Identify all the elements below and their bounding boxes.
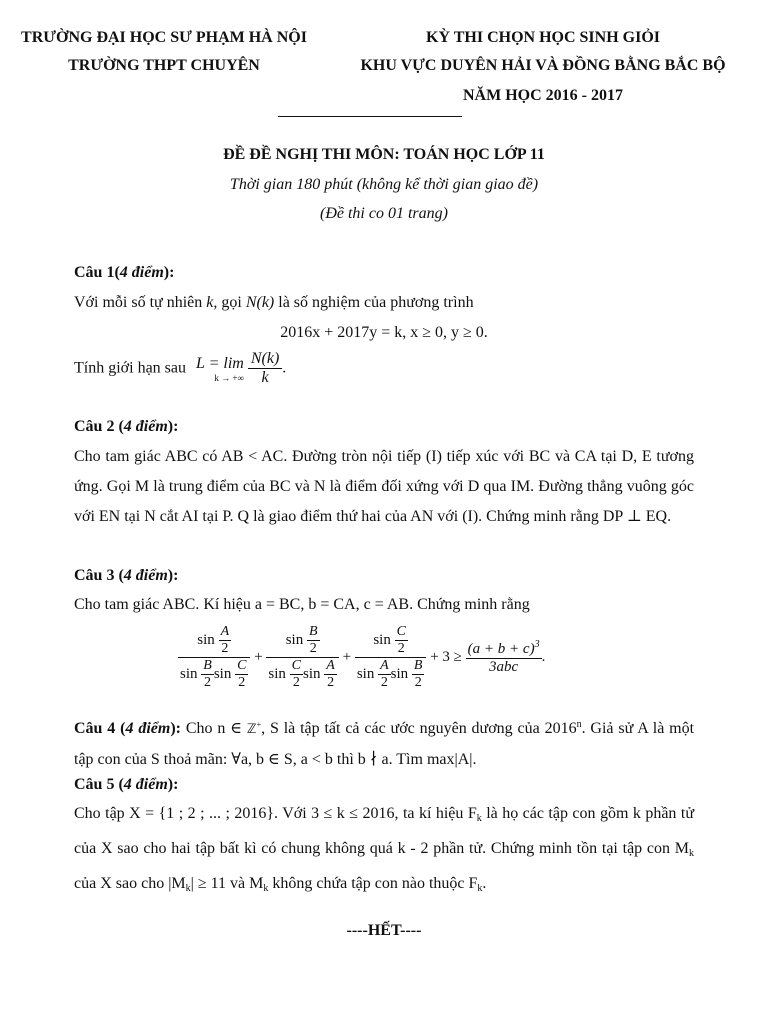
q4-text-c: . Giả sử A là một tập con của S thoả mãn: ∀a, b ∈ S, a < b thì b ∤ a. Tìm max|A|. (74, 720, 695, 768)
q5-text-f: . (482, 875, 487, 892)
q5-sub-k-3: k (185, 883, 191, 894)
header-divider (278, 116, 462, 117)
school-name: TRƯỜNG ĐẠI HỌC SƯ PHẠM HÀ NỘI (21, 29, 307, 46)
q1-limit-fraction (248, 350, 282, 387)
q4-label: Câu 4 ( (74, 720, 126, 737)
q4-text (74, 710, 694, 775)
q1-label-close: ): (163, 264, 175, 281)
q5-label: Câu 5 ( (74, 776, 124, 793)
q3-heading (74, 561, 694, 591)
q1-limit-operator (196, 355, 244, 383)
q1-equation: 2016x + 2017y = k, x ≥ 0, y ≥ 0. (280, 324, 488, 341)
q3-rhs-numerator: (a + b + c) (467, 641, 535, 657)
q4-text-b: , S là tập tất cả các ước nguyên dương của 2016 (261, 720, 577, 737)
q2-heading (74, 412, 694, 442)
q1-var-k: k (206, 294, 214, 311)
q4-label-close: ): (170, 720, 181, 737)
school-year: NĂM HỌC 2016 - 2017 (463, 87, 623, 104)
q5-label-close: ): (167, 776, 179, 793)
q3-rhs-exponent: 3 (534, 639, 540, 650)
q1-text (74, 288, 694, 318)
q3-text: Cho tam giác ABC. Kí hiệu a = BC, b = CA, c = AB. Chứng minh rằng (74, 596, 530, 613)
q1-limit-line (74, 350, 286, 396)
q5-text-b: là họ các tập con gồm k phần tử của X sao cho hai tập bất kì có chung không quá k - 2 phần tử. Chứng minh tồn tại tập con M (74, 805, 694, 857)
q3-rhs-denominator: 3abc (466, 658, 542, 676)
q5-sub-k-2: k (689, 848, 694, 859)
q1-limit-L: L = lim (196, 354, 244, 372)
q4-text-a: Cho n ∈ (185, 720, 247, 737)
q1-limit-end: . (282, 359, 287, 377)
q4-z-plus: + (256, 720, 262, 729)
q3-label-close: ): (167, 567, 179, 584)
q5-heading (74, 770, 694, 800)
q5-sub-k-4: k (263, 883, 269, 894)
exam-name: KỲ THI CHỌN HỌC SINH GIỎI (426, 29, 660, 46)
school-subname: TRƯỜNG THPT CHUYÊN (68, 57, 260, 74)
q3-label: Câu 3 ( (74, 567, 124, 584)
q5-text-d: | ≥ 11 và M (190, 875, 264, 892)
q5-text (74, 799, 694, 904)
q1-var-nk: N(k) (245, 294, 275, 311)
q5-text-a: Cho tập X = {1 ; 2 ; ... ; 2016}. Với 3 ≤ k ≤ 2016, ta kí hiệu F (74, 805, 477, 822)
q4-points: 4 điểm (125, 720, 171, 737)
q1-limit-prefix: Tính giới hạn sau (74, 359, 186, 377)
exam-duration: Thời gian 180 phút (không kể thời gian giao đề) (229, 176, 539, 193)
q1-heading (74, 258, 694, 288)
q2-label-close: ): (167, 418, 179, 435)
q5-text-c: của X sao cho |M (74, 875, 186, 892)
q1-limit-under: k → +∞ (214, 372, 244, 383)
q3-inequality: sin $\frac{A}{2}$ sin $\frac{B}{2}$ sin $\frac{C}{2}$ + sin $\frac{B}{2}$ sin $\frac{C}{2}$ sin $\frac{A}{2}$ + sin $\frac{C}{2}$ sin $\frac{A}{2}$ sin $\frac{B}{2}$ + 3 ≥ $(a + b + c)^3$ 3abc . (180, 624, 546, 690)
q3-plus-three: + 3 ≥ (430, 649, 462, 665)
q3-term-b: sin $\frac{B}{2}$ sin $\frac{C}{2}$ sin $\frac{A}{2}$ (266, 624, 338, 691)
q5-points: 4 điểm (123, 776, 168, 793)
q2-text: Cho tam giác ABC có AB < AC. Đường tròn nội tiếp (I) tiếp xúc với BC và CA tại D, E tương ứng. Gọi M là trung điểm của BC và N là điểm đối xứng với D qua IM. Đường thẳng vuông góc với EN tại N cắt AI tại P. Q là giao điểm thứ hai của AN với (I). Chứng minh rằng DP ⊥ EQ. (74, 448, 694, 525)
exam-page-count: (Đề thi co 01 trang) (320, 205, 448, 222)
exam-region: KHU VỰC DUYÊN HẢI VÀ ĐỒNG BẰNG BẮC BỘ (360, 57, 726, 74)
exam-title: ĐỀ ĐỀ NGHỊ THI MÔN: TOÁN HỌC LỚP 11 (223, 146, 545, 163)
q1-text-c: là số nghiệm của phương trình (274, 294, 474, 311)
q2-label: Câu 2 ( (74, 418, 124, 435)
q5-sub-k-1: k (476, 813, 482, 824)
q3-term-c: sin $\frac{C}{2}$ sin $\frac{A}{2}$ sin $\frac{B}{2}$ (355, 624, 427, 691)
q1-label: Câu 1( (74, 264, 120, 281)
q1-points: 4 điểm (119, 264, 164, 281)
q3-rhs-fraction (466, 639, 542, 676)
q4-z-symbol: ℤ (246, 722, 257, 737)
q2-points: 4 điểm (123, 418, 168, 435)
end-marker: ----HẾT---- (346, 922, 422, 939)
q5-text-e: không chứa tập con nào thuộc F (268, 875, 478, 892)
q1-text-b: , gọi (213, 294, 246, 311)
q1-text-a: Với mỗi số tự nhiên (74, 294, 207, 311)
q1-limit-numerator: N(k) (250, 350, 280, 367)
q1-limit-denominator: k (248, 368, 282, 387)
q3-term-a: sin $\frac{A}{2}$ sin $\frac{B}{2}$ sin $\frac{C}{2}$ (178, 624, 250, 691)
q5-sub-k-5: k (477, 883, 483, 894)
q4-exponent-n: n (576, 719, 582, 730)
q3-points: 4 điểm (123, 567, 168, 584)
